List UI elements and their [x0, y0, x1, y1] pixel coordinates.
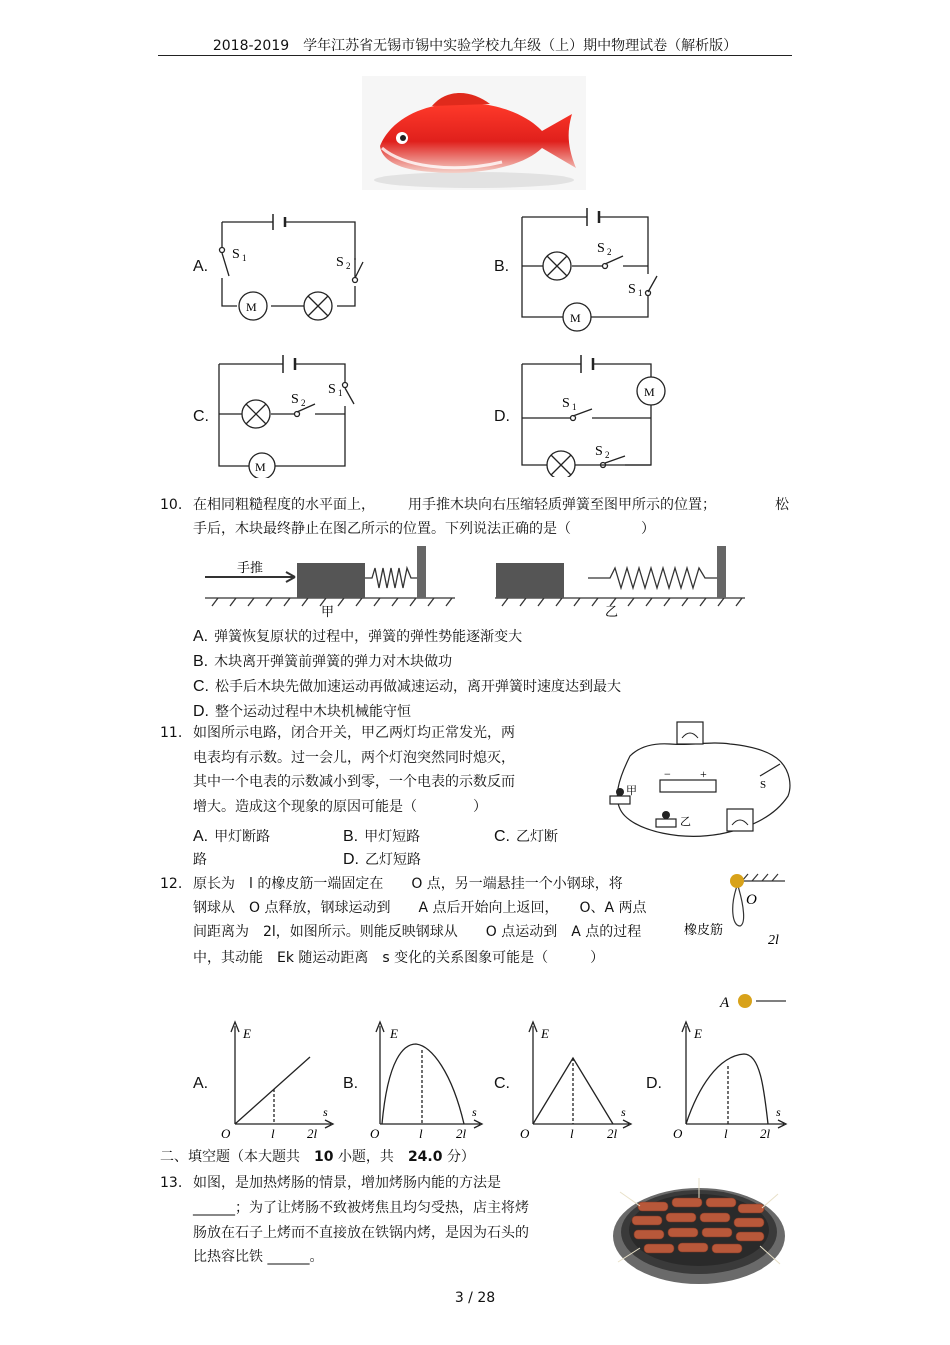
q9-option-a-letter[interactable]: A.	[193, 258, 209, 275]
q10-spring-figure	[200, 542, 750, 618]
a-label: A	[720, 995, 730, 1011]
motor-label: M	[246, 300, 257, 314]
s2-label: S	[336, 255, 344, 270]
s1-sub: 1	[638, 288, 643, 298]
svg-text:s: s	[621, 1105, 626, 1119]
svg-text:O: O	[520, 1126, 530, 1141]
q12-line2: 钢球从 O 点释放，钢球运动到 A 点后开始向上返回， O、A 两点	[193, 900, 647, 916]
q13-line4: 比热容比铁 ______。	[193, 1249, 324, 1265]
q9-circuit-a	[215, 210, 365, 325]
svg-text:O: O	[673, 1126, 683, 1141]
o-label: O	[746, 892, 757, 908]
q10-option-a[interactable]: A. 弹簧恢复原状的过程中，弹簧的弹性势能逐渐变大	[193, 628, 523, 645]
q10-line1b: 用手推木块向右压缩轻质弹簧至图甲所示的位置；	[408, 497, 716, 513]
q12-number: 12.	[160, 876, 183, 892]
svg-text:l: l	[724, 1126, 728, 1141]
fixed-point-ball	[730, 874, 744, 888]
s2-sub: 2	[605, 450, 610, 460]
s2-sub: 2	[346, 261, 351, 271]
q13-line1: 如图，是加热烤肠的情景，增加烤肠内能的方法是	[193, 1175, 501, 1191]
q10-option-b[interactable]: B. 木块离开弹簧前弹簧的弹力对木块做功	[193, 653, 453, 670]
toy-fish-image	[362, 76, 586, 190]
s1-sub: 1	[338, 388, 343, 398]
q11-number: 11.	[160, 725, 183, 741]
q12-graph-b-letter[interactable]: B.	[343, 1075, 359, 1092]
q9-circuit-d	[515, 352, 670, 477]
q11-line2: 电表均有示数。过一会儿，两个灯泡突然同时熄灭，	[193, 750, 515, 766]
motor-label: M	[570, 311, 581, 325]
q10-line1c: 松	[775, 497, 789, 513]
graph-b-curve	[382, 1044, 464, 1124]
svg-text:O: O	[370, 1126, 380, 1141]
q10-option-c[interactable]: C. 松手后木块先做加速运动再做减速运动，离开弹簧时速度达到最大	[193, 678, 621, 695]
jia-label: 甲	[626, 785, 637, 797]
q11-line4: 增大。造成这个现象的原因可能是（ ）	[193, 799, 487, 815]
s1-sub: 1	[572, 402, 577, 412]
q12-line4: 中，其动能 Ek 随运动距离 s 变化的关系图象可能是（ ）	[193, 950, 605, 966]
svg-text:s: s	[472, 1105, 477, 1119]
steel-ball	[738, 994, 752, 1008]
svg-text:2l: 2l	[607, 1126, 618, 1141]
s2-label: S	[597, 241, 605, 256]
q11-option-b[interactable]: B. 甲灯短路	[343, 828, 421, 845]
q12-rubber-band-figure	[680, 866, 790, 1016]
graph-d-curve	[686, 1054, 768, 1124]
q11-option-a[interactable]: A. 甲灯断路	[193, 828, 271, 845]
s2-sub: 2	[301, 398, 306, 408]
q11-line3: 其中一个电表的示数减小到零，一个电表的示数反而	[193, 774, 515, 790]
q10-line1a: 在相同粗糙程度的水平面上，	[193, 497, 375, 513]
q9-circuit-b	[515, 200, 665, 335]
s1-label: S	[328, 382, 336, 397]
page-number: 3 / 28	[454, 1290, 496, 1306]
q11-option-d[interactable]: D. 乙灯短路	[343, 851, 421, 868]
svg-text:s: s	[323, 1105, 328, 1119]
q12-graph-a-letter[interactable]: A.	[193, 1075, 209, 1092]
svg-text:E: E	[390, 1026, 398, 1041]
yi-label: 乙	[680, 816, 691, 828]
q12-graph-d	[668, 1018, 790, 1144]
q9-option-d-letter[interactable]: D.	[494, 408, 510, 425]
section2-heading: 二、填空题（本大题共 10 小题，共 24.0 分）	[160, 1149, 475, 1165]
q9-option-b-letter[interactable]: B.	[494, 258, 510, 275]
q11-circuit-figure	[600, 716, 795, 846]
distance-label: 2l	[768, 933, 779, 948]
q9-circuit-c	[213, 348, 363, 478]
yi-label: 乙	[605, 604, 619, 618]
q13-line2: ______；为了让烤肠不致被烤焦且均匀受热，店主将烤	[193, 1200, 529, 1216]
s1-label: S	[562, 396, 570, 411]
svg-text:O: O	[221, 1126, 231, 1141]
svg-text:2l: 2l	[456, 1126, 467, 1141]
q10-number: 10.	[160, 497, 183, 513]
svg-text:s: s	[776, 1105, 781, 1119]
push-label: 手推	[237, 560, 264, 575]
rubber-label: 橡皮筋	[684, 922, 724, 937]
s1-label: S	[232, 247, 240, 262]
svg-text:E: E	[243, 1026, 251, 1041]
page-header: 2018-2019 学年江苏省无锡市锡中实验学校九年级（上）期中物理试卷（解析版）	[212, 38, 738, 54]
q13-line3: 肠放在石子上烤而不直接放在铁锅内烤，是因为石头的	[193, 1225, 529, 1241]
q12-graph-d-letter[interactable]: D.	[646, 1075, 662, 1092]
graph-a-curve	[235, 1057, 310, 1124]
q11-option-c[interactable]: C. 乙灯断	[494, 828, 558, 845]
q11-line1: 如图所示电路，闭合开关，甲乙两灯均正常发光，两	[193, 725, 515, 741]
jia-label: 甲	[321, 604, 335, 618]
switch-label: S	[760, 779, 767, 791]
motor-label: M	[644, 385, 655, 399]
svg-text:2l: 2l	[307, 1126, 318, 1141]
battery-plus: +	[700, 767, 707, 781]
battery-minus: −	[664, 767, 671, 781]
q12-line1: 原长为 l 的橡皮筋一端固定在 O 点，另一端悬挂一个小钢球，将	[193, 876, 623, 892]
s2-sub: 2	[607, 247, 612, 257]
q12-graph-b	[362, 1018, 487, 1144]
q10-line2: 手后，木块最终静止在图乙所示的位置。下列说法正确的是（ ）	[193, 521, 655, 537]
svg-text:2l: 2l	[760, 1126, 771, 1141]
q12-graph-c	[515, 1018, 635, 1144]
q12-line3: 间距离为 2l，如图所示。则能反映钢球从 O 点运动到 A 点的过程	[193, 924, 642, 940]
s2-label: S	[291, 392, 299, 407]
q10-option-d[interactable]: D. 整个运动过程中木块机械能守恒	[193, 703, 411, 720]
q9-option-c-letter[interactable]: C.	[193, 408, 209, 425]
s2-label: S	[595, 444, 603, 459]
q12-graph-c-letter[interactable]: C.	[494, 1075, 510, 1092]
q12-graph-a	[215, 1018, 335, 1144]
svg-text:E: E	[541, 1026, 549, 1041]
grilled-sausage-image	[610, 1172, 788, 1288]
header-divider	[158, 55, 792, 56]
svg-text:l: l	[419, 1126, 423, 1141]
q13-number: 13.	[160, 1175, 183, 1191]
s1-label: S	[628, 282, 636, 297]
s1-sub: 1	[242, 253, 247, 263]
motor-label: M	[255, 460, 266, 474]
svg-text:E: E	[694, 1026, 702, 1041]
q11-option-c-cont: 路	[193, 852, 207, 868]
svg-text:l: l	[271, 1126, 275, 1141]
svg-text:l: l	[570, 1126, 574, 1141]
